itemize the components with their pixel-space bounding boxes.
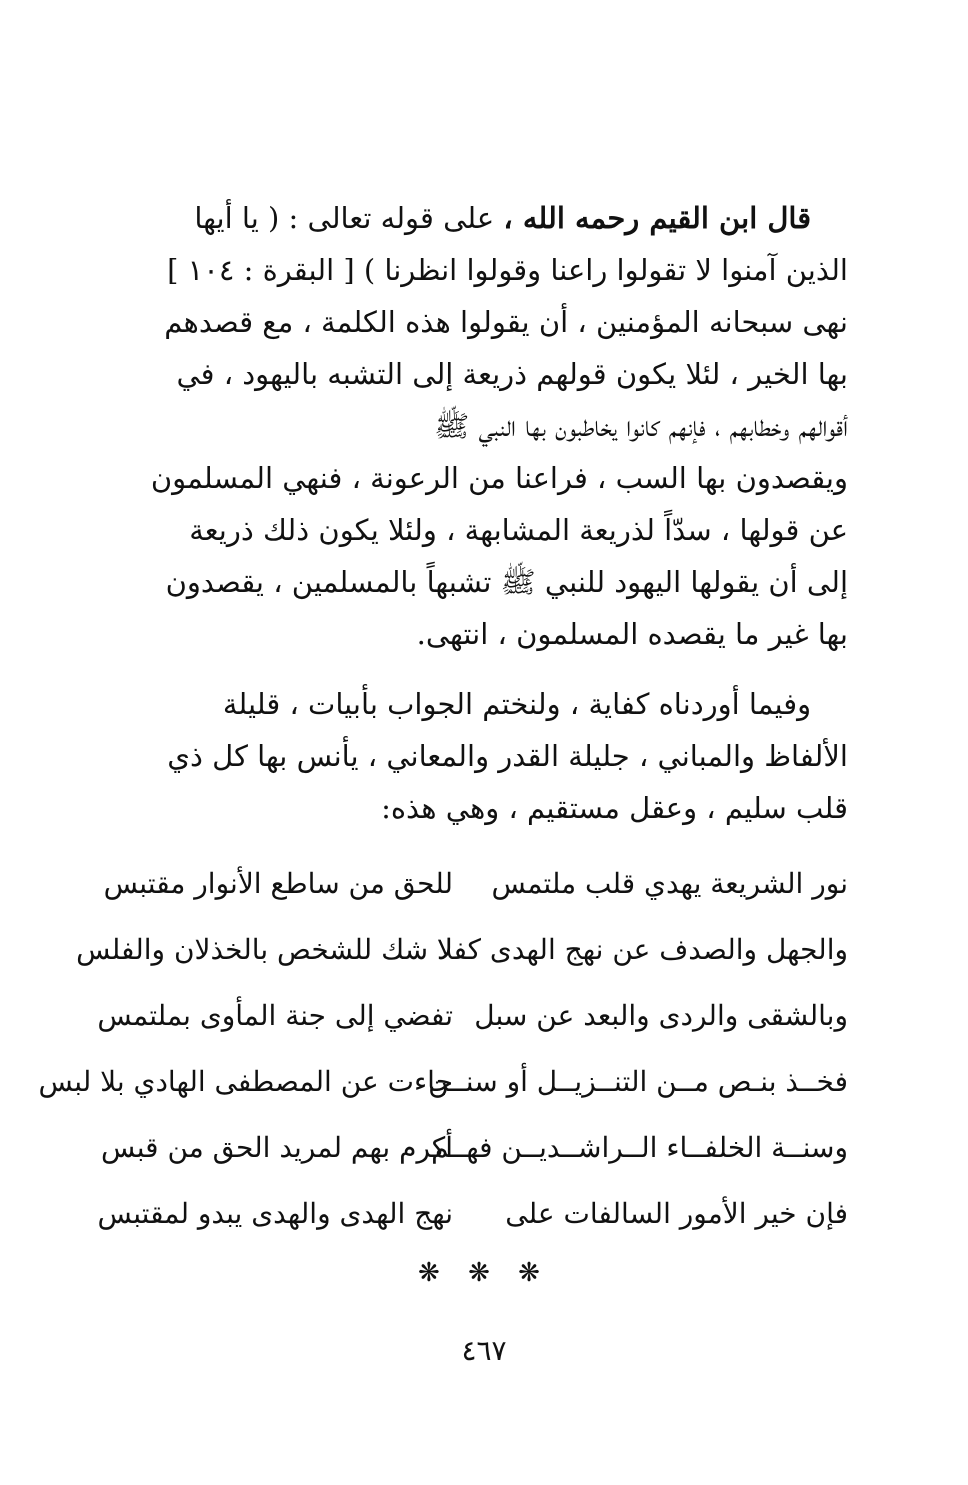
section-separator: ❋ ❋ ❋ [418,1258,550,1288]
paragraph-line: نهى سبحانه المؤمنين ، أن يقولوا هذه الكلمة ، مع قصدهم [164,305,848,339]
verse-second-half: لا شك للشخص بالخذلان والفلس [76,933,453,966]
verse-second-half: جاءت عن المصطفى الهادي بلا لبس [38,1065,453,1098]
paragraph-line: بها الخير ، لئلا يكون قولهم ذريعة إلى التشبه باليهود ، في [176,357,848,391]
poem-verse [103,858,848,924]
verse-second-half: أكرم بهم لمريد الحق من قبس [101,1131,453,1164]
verse-second-half: نهج الهدى والهدى يبدو لمقتبس [97,1197,453,1230]
paragraph-lead: قال ابن القيم رحمه الله ، [503,201,812,235]
paragraph-line: الألفاظ والمباني ، جليلة القدر والمعاني ، يأنس بها كل ذي [167,739,848,773]
closing-paragraph [108,678,848,834]
paragraph-line: قلب سليم ، وعقل مستقيم ، وهي هذه: [381,791,848,825]
verse-first-half: وسنــة الخلفــاء الــراشــديــن فهــم [431,1131,848,1164]
poem-verse [97,990,848,1056]
verse-first-half: فخــذ بنـص مــن التنــزيــل أو سنــن [428,1065,848,1098]
paragraph-line: أقوالهم وخطابهم ، فإنهم كانوا يخاطبون بها النبي ﷺ [434,409,848,443]
poem-verse [38,1056,848,1122]
verse-second-half: تفضي إلى جنة المأوى بملتمس [97,999,453,1032]
verse-second-half: للحق من ساطع الأنوار مقتبس [103,867,453,900]
paragraph-line: الذين آمنوا لا تقولوا راعنا وقولوا انظرنا ) [ البقرة : ١٠٤ ] [167,253,848,287]
page-number: ٤٦٧ [461,1334,507,1367]
verse-first-half: نور الشريعة يهدي قلب ملتمس [491,867,848,900]
paragraph-line: ويقصدون بها السب ، فراعنا من الرعونة ، فنهي المسلمون [150,461,848,495]
poem-verse [76,924,848,990]
paragraph-line: قال ابن القيم رحمه الله ، على قوله تعالى : ( يا أيها [194,201,812,235]
poem-verse [101,1122,848,1188]
paragraph-line: عن قولها ، سدّاً لذريعة المشابهة ، ولئلا يكون ذلك ذريعة [189,513,848,547]
verse-first-half: والجهل والصدف عن نهج الهدى كفلا [436,933,848,966]
paragraph-line: بها غير ما يقصده المسلمون ، انتهى. [416,617,848,651]
paragraph-line: إلى أن يقولها اليهود للنبي ﷺ تشبهاً بالمسلمين ، يقصدون [165,565,848,599]
quote-paragraph [108,192,848,660]
poem-verse [97,1188,848,1254]
paragraph-line: وفيما أوردناه كفاية ، ولنختم الجواب بأبيات ، قليلة [222,687,812,721]
verse-first-half: فإن خير الأمور السالفات على [505,1197,848,1230]
verse-first-half: وبالشقى والردى والبعد عن سبل [474,999,848,1032]
poem [38,858,848,1254]
